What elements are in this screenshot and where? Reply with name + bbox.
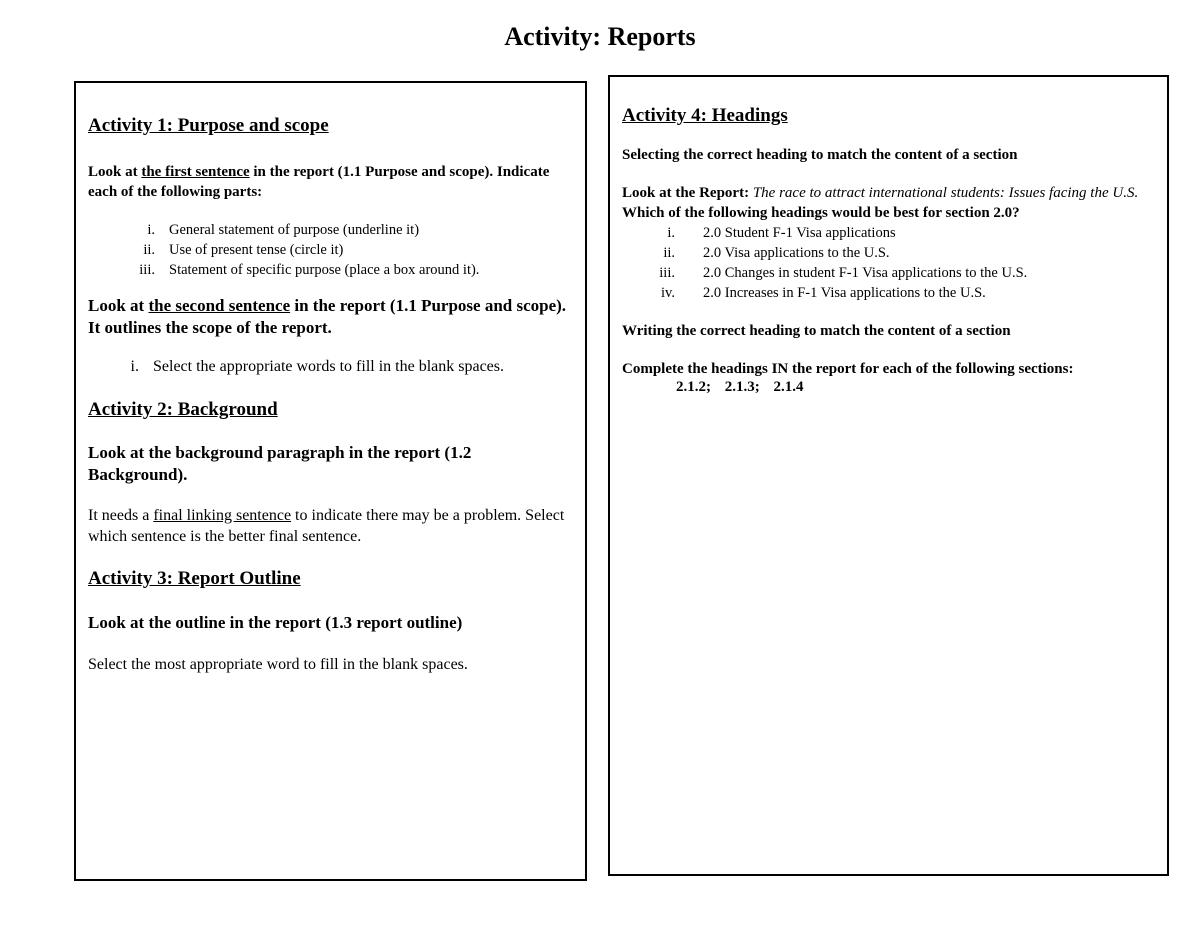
section-codes: [676, 379, 1155, 396]
section-code: 2.1.4: [773, 379, 804, 395]
list-item: i. Select the appropriate words to fill in the blank spaces.: [130, 358, 505, 375]
activity-4-subheading-write: Writing the correct heading to match the content of a section: [622, 323, 1011, 339]
list-item: i. 2.0 Student F-1 Visa applications: [667, 225, 896, 241]
section-code: 2.1.3;: [724, 379, 760, 395]
list-item: ii. Use of present tense (circle it): [143, 242, 344, 258]
activity-2-heading: Activity 2: Background: [88, 399, 278, 420]
activity-3-heading: Activity 3: Report Outline: [88, 568, 301, 589]
list-item: iii. Statement of specific purpose (place a box around it).: [139, 262, 480, 278]
activity-1-instruction: Look at the first sentence in the report (1.1 Purpose and scope). Indicate each of the following parts:: [88, 164, 550, 200]
section-code: 2.1.2;: [676, 379, 711, 395]
activity-1-heading: Activity 1: Purpose and scope: [88, 115, 329, 136]
list-item: ii. 2.0 Visa applications to the U.S.: [663, 245, 890, 261]
activity-4-instruction: Look at the Report: The race to attract international students: Issues facing the U.S. Which of the following headings would be best for section 2.0?: [622, 185, 1139, 221]
list-item: iv. 2.0 Increases in F-1 Visa applications to the U.S.: [661, 285, 986, 301]
page-title: Activity: Reports: [504, 22, 696, 51]
activity-4-complete-instruction: Complete the headings IN the report for each of the following sections:: [622, 361, 1074, 377]
activity-4-headings-list: [622, 223, 1155, 303]
activity-4-subheading-select: Selecting the correct heading to match the content of a section: [622, 147, 1018, 163]
right-panel: [608, 75, 1169, 876]
activity-3-text: Select the most appropriate word to fill in the blank spaces.: [88, 656, 468, 673]
list-item: i. General statement of purpose (underline it): [147, 222, 420, 238]
activity-2-instruction: Look at the background paragraph in the report (1.2 Background).: [88, 443, 472, 484]
left-panel: [74, 81, 587, 881]
list-item: iii. 2.0 Changes in student F-1 Visa applications to the U.S.: [659, 265, 1028, 281]
activity-3-instruction: Look at the outline in the report (1.3 report outline): [88, 613, 463, 632]
activity-4-heading: Activity 4: Headings: [622, 105, 788, 126]
activity-1-scope-instruction: Look at the second sentence in the report (1.1 Purpose and scope). It outlines the scope of the report.: [88, 296, 567, 337]
activity-1-scope-list: [88, 357, 573, 377]
activity-2-text: It needs a final linking sentence to indicate there may be a problem. Select which sentence is the better final sentence.: [88, 507, 565, 545]
activity-1-parts-list: [88, 220, 573, 280]
